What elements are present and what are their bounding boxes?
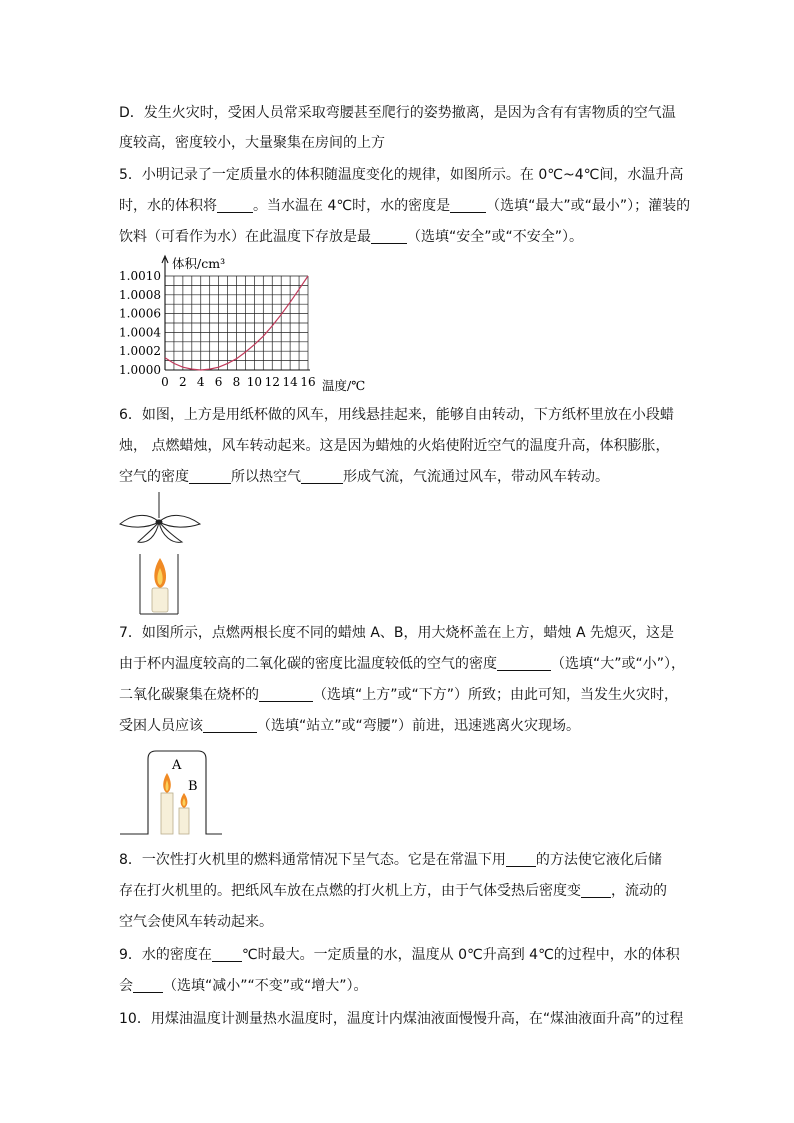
q7-line2 [119,649,686,680]
pinwheel-icon [120,515,200,542]
candle-a-label: A [172,758,182,773]
y-tick-label: 1.0002 [119,344,161,359]
candle-flame-icon [154,558,166,588]
q9-text: （选填“减小”“不变”或“增大”）。 [163,978,368,994]
q6-text: 所以热空气 [231,469,301,485]
answer-blank[interactable] [212,945,242,962]
answer-blank[interactable] [203,716,257,733]
q6-line2: 烛， 点燃蜡烛，风车转动起来。这是因为蜡烛的火焰使附近空气的温度升高，体积膨胀， [119,438,670,454]
q5-text: （选填“最大”或“最小”）；灌装的 [486,198,691,214]
q8-text: 8．一次性打火机里的燃料通常情况下呈气态。它是在常温下用 [119,852,506,868]
answer-blank[interactable] [506,850,536,867]
q8-text: ，流动的 [611,883,667,899]
x-tick-label: 6 [214,375,223,389]
answer-blank[interactable] [259,685,313,702]
candle-b-label: B [188,779,198,794]
answer-blank[interactable] [301,467,343,484]
q7-text: （选填“上方”或“下方”）所致；由此可知，当发生火灾时， [313,687,679,703]
x-tick-label: 14 [282,375,298,389]
candle-a-body [161,793,173,834]
answer-blank[interactable] [450,196,486,213]
x-tick-label: 2 [179,375,187,389]
q6-line3 [119,462,679,493]
q5-text: 饮料（可看作为水）在此温度下存放是最 [119,229,371,245]
beaker-candles-figure [118,745,228,837]
q8-line2 [119,876,679,907]
x-tick-label: 4 [196,375,205,389]
q5-line2 [119,191,691,222]
y-tick-label: 1.0006 [119,306,161,321]
y-tick-label: 1.0000 [119,363,161,377]
q8-text: 存在打火机里的。把纸风车放在点燃的打火机上方，由于气体受热后密度变 [119,883,581,899]
x-tick-label: 0 [161,375,169,389]
q5-line3 [119,222,679,253]
q7-text: （选填“大”或“小”）， [551,656,686,672]
q8-text: 的方法使它液化后储 [535,852,662,868]
q5-text: 。当水温在 4℃时，水的密度是 [253,198,451,214]
x-tick-label: 8 [232,375,241,389]
answer-blank[interactable] [189,467,231,484]
chart-y-axis-label: 体积/cm³ [172,256,226,271]
q4-option-d-line2: 度较高，密度较小，大量聚集在房间的上方 [119,135,385,151]
candle-b-body [179,808,189,834]
candle-b-flame-icon [181,793,188,808]
answer-blank[interactable] [133,976,163,993]
q7-line4 [119,711,679,742]
q9-text: 会 [119,978,133,994]
q8-line3: 空气会使风车转动起来。 [119,914,273,930]
q5-line1: 5．小明记录了一定质量水的体积随温度变化的规律，如图所示。在 0℃~4℃间，水温升高 [119,167,684,183]
pinwheel-candle-figure [110,492,210,616]
q9-text: ℃时最大。一定质量的水，温度从 0℃升高到 4℃的过程中，水的体积 [241,947,680,963]
q7-text: 受困人员应该 [119,718,203,734]
y-tick-label: 1.0004 [119,325,161,340]
answer-blank[interactable] [217,196,253,213]
y-tick-label: 1.0010 [119,269,161,283]
candle-body [152,588,168,612]
q6-text: 形成气流，气流通过风车，带动风车转动。 [343,469,609,485]
q9-line2 [119,971,679,1002]
q6-text: 空气的密度 [119,469,189,485]
q7-line3 [119,680,679,711]
chart-grid [165,276,308,370]
q5-text: （选填“安全”或“不安全”）。 [407,229,584,245]
q8-line1 [119,845,679,876]
answer-blank[interactable] [497,654,551,671]
q7-text: 二氧化碳聚集在烧杯的 [119,687,259,703]
answer-blank[interactable] [581,881,611,898]
q9-text: 9．水的密度在 [119,947,212,963]
q7-text: 由于杯内温度较高的二氧化碳的密度比温度较低的空气的密度 [119,656,497,672]
y-tick-label: 1.0008 [119,287,161,302]
chart-y-tick-labels [119,269,161,377]
chart-x-tick-labels [161,375,315,389]
answer-blank[interactable] [371,227,407,244]
x-tick-label: 16 [300,375,316,389]
chart-axes [162,256,310,370]
chart-x-axis-label: 温度/℃ [322,378,366,393]
q7-line1: 7．如图所示，点燃两根长度不同的蜡烛 A、B，用大烧杯盖在上方，蜡烛 A 先熄灭，这是 [119,625,675,641]
volume-temperature-chart [112,252,382,397]
q4-option-d-line1: D．发生火灾时，受困人员常采取弯腰甚至爬行的姿势撤离，是因为含有有害物质的空气温 [119,105,676,121]
q5-text: 时，水的体积将 [119,198,217,214]
x-tick-label: 10 [246,375,263,389]
candle-a-flame-icon [163,773,171,793]
q6-line1: 6．如图，上方是用纸杯做的风车，用线悬挂起来，能够自由转动，下方纸杯里放在小段蜡 [119,407,674,423]
q9-line1 [119,940,679,971]
x-tick-label: 12 [264,375,280,389]
q10-line1: 10．用煤油温度计测量热水温度时，温度计内煤油液面慢慢升高，在“煤油液面升高”的过程 [119,1011,684,1027]
q7-text: （选填“站立”或“弯腰”）前进，迅速逃离火灾现场。 [257,718,581,734]
